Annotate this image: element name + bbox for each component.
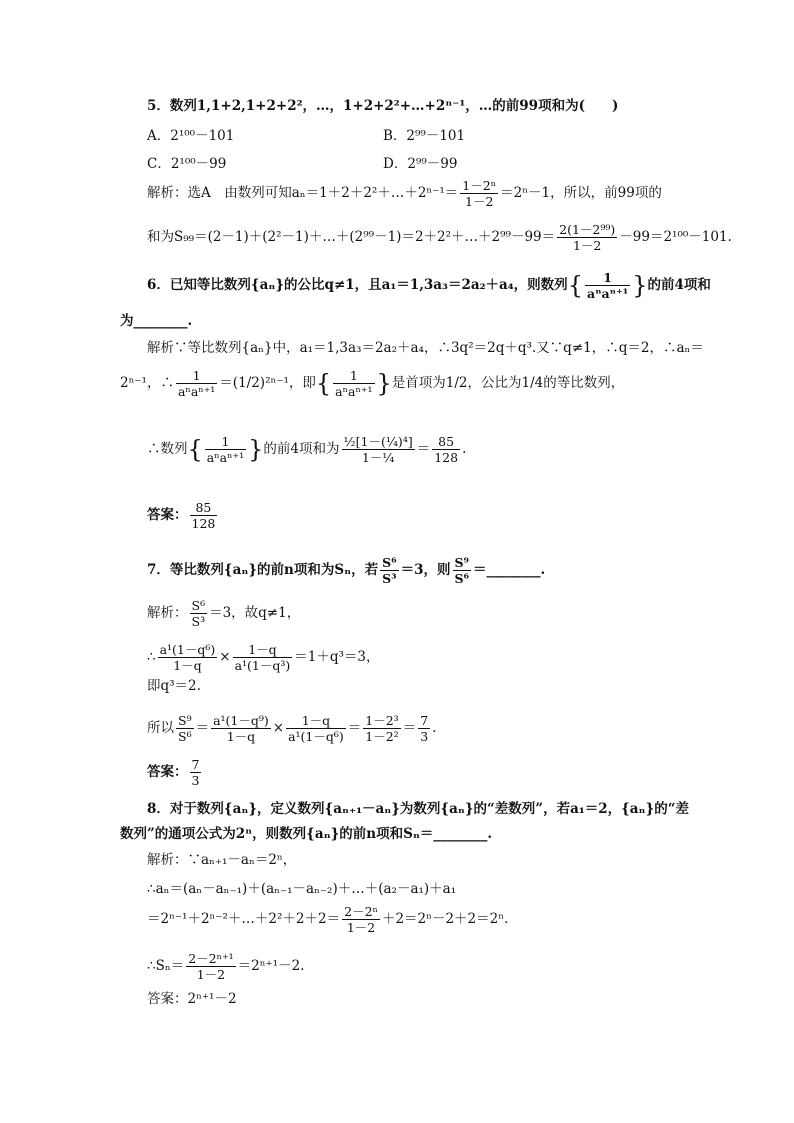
q6-sol2-fraction-b: [333, 368, 374, 399]
q7-sol2-fraction-2: [233, 642, 293, 673]
q6-stem-post: 的前4项和: [647, 277, 711, 293]
q7-stem: [147, 555, 545, 586]
q7-stem-fraction-1: [380, 555, 399, 586]
q7-sol1-post: ＝3，故q≠1，: [209, 605, 301, 621]
q7-sol1-fraction: [190, 598, 208, 629]
q7-sol2-f1-num: a¹(1－q⁶): [159, 642, 216, 657]
q5-option-b: B．2⁹⁹－101: [383, 128, 466, 144]
q7-sol4-lhs-num: S⁹: [178, 713, 192, 728]
q5-sol1-num: 1－2ⁿ: [462, 178, 497, 193]
right-brace-icon: }: [632, 271, 648, 300]
q7-sol4-pre: 所以: [147, 720, 174, 736]
q5-solution-line2: [147, 222, 732, 253]
q6-answer-label: 答案：: [147, 507, 188, 523]
q6-stem-pre: 6．已知等比数列{aₙ}的公比q≠1，且a₁＝1,3a₃＝2a₂＋a₄，则数列: [147, 277, 568, 293]
q6-sol3-sum-den: 1－¼: [361, 450, 395, 465]
q7-sol4-f3-num: 1－2³: [365, 713, 399, 728]
q6-sol2-den: aⁿaⁿ⁺¹: [177, 384, 216, 399]
q8-sol3-post: ＋2＝2ⁿ－2＋2＝2ⁿ.: [381, 911, 509, 927]
q8-sol4-post: ＝2ⁿ⁺¹－2.: [237, 958, 305, 974]
q6-sol3-result-den: 128: [434, 450, 459, 465]
q7-answer-fraction: [190, 757, 202, 788]
q5-option-d: D．2⁹⁹－99: [383, 156, 458, 172]
q7-sol4-f1-num: a¹(1－q⁹): [213, 713, 269, 728]
q7-sol4-f1-den: 1－q: [226, 729, 256, 744]
q7-sol1-den: S³: [191, 614, 206, 629]
right-brace-icon: }: [248, 435, 264, 464]
q6-sol2b-num: 1: [333, 368, 374, 384]
q6-solution-line1: 解析∵等比数列{aₙ}中，a₁＝1,3a₃＝2a₂＋a₄，∴3q²＝2q＋q³.又∵q≠1，∴q＝2，∴aₙ＝: [147, 340, 704, 356]
q7-stem-f1-num: S⁶: [382, 555, 397, 570]
q8-sol3-fraction: [342, 904, 380, 935]
q5-sol1-fraction: [460, 178, 498, 209]
q8-sol3-num: 2－2ⁿ: [344, 904, 378, 919]
q8-sol4-den: 1－2: [196, 967, 226, 982]
q6-sol3-sum-fraction: [342, 434, 415, 465]
q6-sol2-num: 1: [176, 368, 217, 384]
q6-solution-line2: [120, 368, 624, 399]
q7-stem-pre: 7．等比数列{aₙ}的前n项和为Sₙ，若: [147, 562, 379, 578]
q7-sol4-eq1: ＝: [195, 720, 210, 736]
q8-sol3-den: 1－2: [346, 920, 376, 935]
left-brace-icon: {: [567, 271, 583, 300]
q7-sol1-num: S⁶: [191, 598, 206, 613]
q8-solution-line2: ∴aₙ＝(aₙ－aₙ₋₁)＋(aₙ₋₁－aₙ₋₂)＋…＋(a₂－a₁)＋a₁: [147, 881, 457, 897]
left-brace-icon: {: [315, 369, 332, 398]
q7-sol2-f2-den: a¹(1－q³): [234, 658, 291, 673]
q7-sol4-times: ×: [272, 720, 285, 736]
q6-sol3-seq-num: 1: [205, 434, 246, 450]
q5-sol2-text-pre: 和为S₉₉＝(2－1)＋(2²－1)＋…＋(2⁹⁹－1)＝2＋2²＋…＋2⁹⁹－99＝: [147, 229, 556, 245]
q8-solution-line3: [147, 904, 508, 935]
q6-sol3-result-fraction: [432, 434, 460, 465]
q7-answer-num: 7: [191, 757, 200, 772]
q8-stem-line1: 8．对于数列{aₙ}，定义数列{aₙ₊₁－aₙ}为数列{aₙ}的“差数列”，若a₁＝2，{aₙ}的“差: [147, 801, 690, 817]
q7-sol4-fraction-3: [363, 713, 400, 744]
q7-sol2-pre: ∴: [147, 649, 156, 665]
q7-stem-post: ＝________.: [473, 562, 546, 578]
q6-answer-den: 128: [191, 516, 216, 531]
q6-stem-line1: [147, 270, 711, 301]
q6-sol3-sum-num: ½[1－(¼)⁴]: [343, 434, 413, 449]
q6-sol3-seq-den: aⁿaⁿ⁺¹: [206, 450, 245, 465]
right-brace-icon: }: [376, 369, 392, 398]
q8-solution-line4: [147, 951, 304, 982]
q6-sol2-pre: 2ⁿ⁻¹，∴: [120, 375, 174, 391]
q7-sol4-f3-den: 1－2²: [365, 729, 399, 744]
q7-sol4-fraction-2: [286, 713, 346, 744]
q5-solution-line1: [147, 178, 662, 209]
q7-sol4-lhs-fraction: [176, 713, 194, 744]
q5-sol2-text-post: －99＝2¹⁰⁰－101.: [619, 229, 732, 245]
q8-stem-line2: 数列”的通项公式为2ⁿ，则数列{aₙ}的前n项和Sₙ＝________.: [120, 826, 493, 842]
q7-solution-line4: 所以 $\frac{\text{S⁹}}{\text{S⁶}}$ ＝ $\frac{\text{a¹(1－q⁹)}}{1-q}$ × $\frac{1-q}{\text{a¹(1－q⁶)}}$ ＝ $\frac{\text{1－2³}}{\text{1－2²}}$ ＝ $\frac{7}{3}$ .: [147, 713, 437, 744]
q7-stem-f2-den: S⁶: [454, 571, 470, 586]
q7-stem-fraction-2: [453, 555, 472, 586]
q6-stem-den: aⁿaⁿ⁺¹: [586, 286, 629, 301]
q7-sol4-fraction-1: [211, 713, 271, 744]
q7-solution-line1: [147, 598, 300, 629]
q6-answer-num: 85: [190, 500, 218, 516]
q6-sol2b-den: aⁿaⁿ⁺¹: [335, 384, 373, 399]
q6-stem-num: 1: [585, 270, 630, 286]
left-brace-icon: {: [187, 435, 203, 464]
q7-sol4-f4-den: 3: [420, 729, 429, 744]
q6-stem-line2: 为________.: [120, 313, 193, 329]
q6-sol3-mid: 的前4项和为: [263, 441, 340, 457]
q7-sol4-f4-num: 7: [420, 713, 429, 728]
q8-sol4-pre: ∴Sₙ＝: [147, 958, 185, 974]
q7-sol4-f2-num: 1－q: [286, 713, 346, 729]
q7-solution-line2: [147, 642, 380, 673]
q7-answer-den: 3: [191, 773, 200, 788]
q7-sol1-pre: 解析：: [147, 605, 188, 621]
q6-answer: [147, 500, 219, 531]
q5-sol1-den: 1－2: [465, 194, 494, 209]
q7-sol4-lhs-den: S⁶: [178, 729, 192, 744]
q7-sol4-eq2: ＝: [347, 720, 362, 736]
q6-sol3-pre: ∴数列: [147, 441, 188, 457]
q7-answer-label: 答案：: [147, 764, 188, 780]
q6-solution-line3: ∴数列{ $\frac{1}{\text{aⁿaⁿ⁺¹}}$ }的前4项和为 $\frac{\text{½[1－(¼)⁴]}}{\text{1－¼}}$ ＝ $\frac{85}{128}$ .: [147, 434, 467, 465]
q6-sol3-result-num: 85: [432, 434, 460, 450]
q5-sol2-num: 2(1－2⁹⁹): [559, 222, 616, 237]
q7-sol2-f1-den: 1－q: [173, 658, 202, 673]
q7-stem-f2-num: S⁹: [454, 555, 470, 570]
q5-sol1-text-post: ＝2ⁿ－1，所以，前99项的: [500, 185, 662, 201]
q8-answer: 答案：2ⁿ⁺¹－2: [147, 991, 237, 1007]
q5-sol2-den: 1－2: [572, 238, 602, 253]
q8-sol4-fraction: [186, 951, 235, 982]
q6-stem-fraction: [585, 270, 630, 301]
q6-sol2-fraction: [176, 368, 217, 399]
q7-stem-mid: ＝3，则: [400, 562, 451, 578]
q7-sol4-f2-den: a¹(1－q⁶): [288, 729, 344, 744]
q7-sol2-post: ＝1＋q³＝3，: [294, 649, 380, 665]
q8-sol4-num: 2－2ⁿ⁺¹: [188, 951, 234, 966]
q5-stem: 5．数列1,1+2,1+2+2²，…，1+2+2²+…+2ⁿ⁻¹，…的前99项和为( ): [147, 98, 619, 114]
q6-sol3-seq-fraction: [205, 434, 246, 465]
q6-sol2-post: 是首项为1/2，公比为1/4的等比数列，: [391, 375, 625, 391]
q7-answer: [147, 757, 203, 788]
q7-sol2-f2-num: 1－q: [233, 642, 293, 658]
q6-answer-fraction: [190, 500, 218, 531]
q6-sol3-eq: ＝: [416, 441, 431, 457]
q7-sol4-fraction-4: [418, 713, 430, 744]
q5-option-a: A．2¹⁰⁰－101: [147, 128, 235, 144]
q5-sol1-text-pre: 解析：选A 由数列可知aₙ＝1＋2＋2²＋…＋2ⁿ⁻¹＝: [147, 185, 459, 201]
q7-sol2-times: ×: [219, 649, 231, 665]
q5-option-c: C．2¹⁰⁰－99: [147, 156, 227, 172]
q8-solution-line1: 解析：∵aₙ₊₁－aₙ＝2ⁿ，: [147, 852, 297, 868]
q7-stem-f1-den: S³: [382, 571, 397, 586]
q7-sol2-fraction-1: [158, 642, 218, 673]
q8-sol3-pre: ＝2ⁿ⁻¹＋2ⁿ⁻²＋…＋2²＋2＋2＝: [147, 911, 341, 927]
q6-sol2-mid: ＝(1/2)²ⁿ⁻¹，即: [219, 375, 316, 391]
q7-solution-line3: 即q³＝2.: [147, 678, 201, 694]
q7-sol4-eq3: ＝: [402, 720, 417, 736]
q5-sol2-fraction: [557, 222, 617, 253]
